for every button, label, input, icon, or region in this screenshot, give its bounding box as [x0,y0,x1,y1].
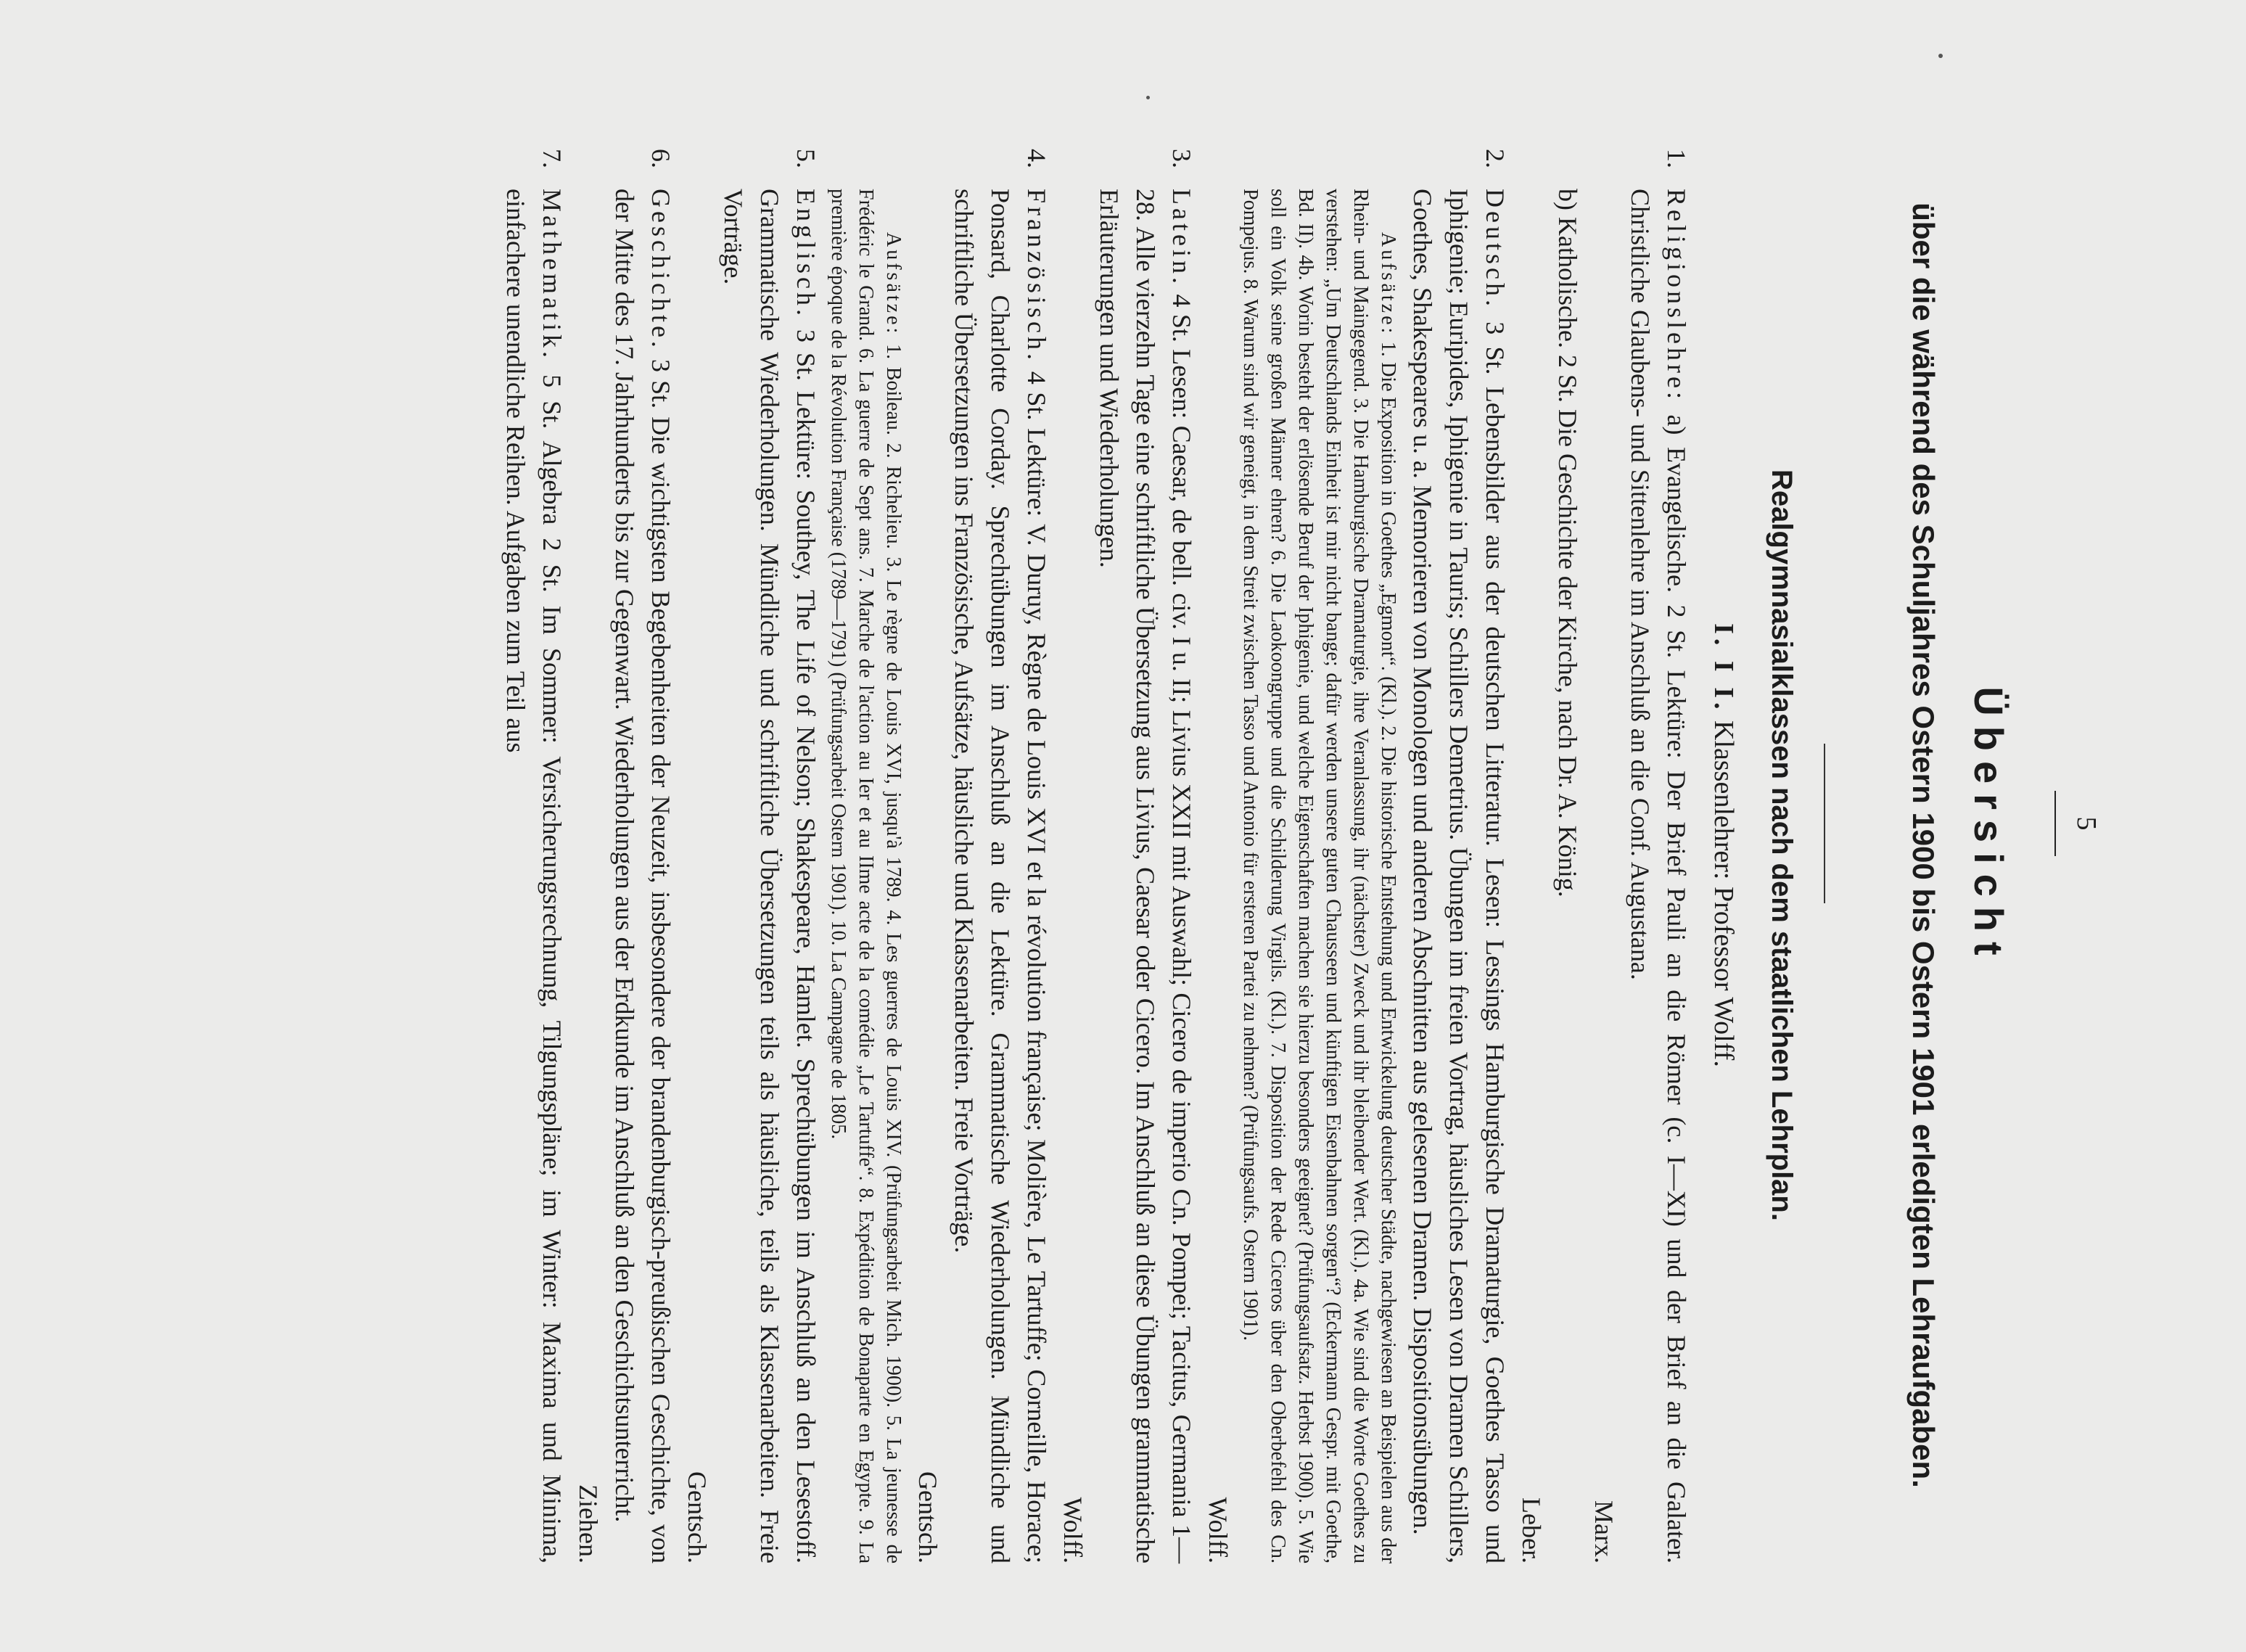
geschichte-text [606,189,679,1563]
curriculum-list [498,149,1695,1563]
teacher-signature: Wolff. [1204,1497,1233,1563]
item-number: 4. [1022,149,1051,168]
subject-name: Deutsch. [1481,189,1510,310]
franzoesisch-aufsaetze [824,189,907,1563]
item-number: 1. [1662,149,1691,168]
subject-name: Mathematik. [538,189,567,361]
teacher-signature: Gentsch. [683,1471,712,1563]
document-title: Übersicht [1966,686,2012,966]
item-deutsch [1200,149,1513,1563]
item-number: 5. [791,149,820,168]
page-number-rule [2054,791,2056,856]
item-number: 7. [538,149,567,168]
teacher-signature: Marx. [1589,1500,1618,1563]
subject-name: Englisch. [791,189,820,319]
teacher-signature: Gentsch. [913,1471,942,1563]
mathematik-body: 5 St. Algebra 2 St. Im Sommer: Versicherungsrechnung, Tilgungspläne; im Winter: Maxima und Minima, einfachere unendliche Reihen. Aufgaben zum Teil aus [501,189,567,1563]
document-subtitle: über die während des Schuljahres Ostern 1900 bis Ostern 1901 erledigten Lehraufgaben. [1906,202,1941,1488]
aufsaetze-text: 1. Boileau. 2. Richelieu. 3. Le règne de Louis XVI, jusqu'à 1789. 4. Les guerres de Louis XIV. (Prüfungsarbeit Mich. 1900). 5. La jeunesse de Frédéric le Grand. 6. La guerre de Sept ans. 7. Marche de l'action au Ier et au IIme acte de la comédie „Le Tartuffe“. 8. Expédition de Bonaparte en Egypte. 9. La première époque de la Révolution Française (1789—1791) (Prüfungsarbeit Ostern 1901). 10. La Campagne de 1805. [827,189,905,1563]
item-latein [1055,149,1200,1563]
item-franzoesisch [824,149,1055,1563]
page-number: 5 [2071,816,2102,831]
englisch-body: 3 St. Lektüre: Southey, The Life of Nelson; Shakespeare, Hamlet. Sprechübungen im Anschluß an den Lesestoff. Grammatische Wiederholungen. Mündliche und schriftliche Übersetzungen teils als häusliche, teils als Klassenarbeiten. Freie Vorträge. [719,189,820,1564]
latein-text [1091,189,1200,1563]
deutsch-body: 3 St. Lebensbilder aus der deutschen Litteratur. Lesen: Lessings Hamburgische Dramaturgie, Goethes Tasso und Iphigenie; Euripides, Iphigenie in Tauris; Schillers Demetrius. Übungen im freien Vortrag, häusliches Lesen von Dramen Schillers, Goethes, Shakespeares u. a. Memorieren von Monologen und anderen Abschnitten aus gelesenen Dramen. Dispositionsübungen. [1408,189,1510,1563]
latein-body: 4 St. Lesen: Caesar, de bell. civ. I u. II; Livius XXII mit Auswahl; Cicero de imperio Cn. Pompei; Tacitus, Germania 1—28. Alle vierzehn Tage eine schriftliche Übersetzung aus Livius, Caesar oder Cicero. Im Anschluß an diese Übungen grammatische Erläuterungen und Wiederholungen. [1095,189,1196,1564]
teacher-signature: Leber. [1517,1497,1546,1563]
class-line [1706,109,1742,1582]
subject-name: Geschichte. [646,189,675,351]
item-geschichte [570,149,679,1563]
item-number: 6. [646,149,675,168]
item-number: 2. [1481,149,1510,168]
item-number: 3. [1167,149,1196,168]
subject-name: Latein. [1167,189,1196,287]
item-mathematik [498,149,570,1563]
religion-evangelisch: a) Evangelische. 2 St. Lektüre: Der Brief Pauli an die Römer (c. I—XI) und der Brief an die Galater. Christliche Glaubens- und Sittenlehre im Anschluß an die Conf. Augustana. [1626,189,1691,1563]
title-divider [1824,744,1825,903]
subject-name: Französisch. [1022,189,1051,363]
aufsaetze-label: Aufsätze: [882,232,905,337]
subject-name: Religionslehre: [1662,189,1691,403]
teacher-signature: Ziehen. [574,1484,603,1563]
franzoesisch-body: 4 St. Lektüre: V. Duruy, Règne de Louis XVI et la révolution française; Molière, Le Tartuffe; Corneille, Horace; Ponsard, Charlotte Corday. Sprechübungen im Anschluß an die Lektüre. Grammatische Wiederholungen. Mündliche und schriftliche Übersetzungen ins Französische, Aufsätze, häusliche und Klassenarbeiten. Freie Vorträge. [950,189,1051,1564]
class-teacher: Klassenlehrer: Professor Wolff. [1708,720,1739,1067]
teacher-signature: Wolff. [1058,1497,1087,1563]
section-heading: Realgymnasialklassen nach dem staatlichen Lehrplan. [1766,469,1798,1221]
aufsaetze-label: Aufsätze: [1377,232,1399,337]
item-englisch [679,149,824,1563]
geschichte-body: 3 St. Die wichtigsten Begebenheiten der Neuzeit, insbesondere der brandenburgisch-preußischen Geschichte, von der Mitte des 17. Jahrhunderts bis zur Gegenwart. Wiederholungen aus der Erdkunde im Anschluß an den Geschichtsunterricht. [610,189,675,1564]
deutsch-text [1404,189,1513,1563]
aufsaetze-text: 1. Die Exposition in Goethes „Egmont“. (Kl.). 2. Die historische Entstehung und Entwickelung deutscher Städte, nachgewiesen an Beispielen aus der Rhein- und Maingegend. 3. Die Hamburgische Dramaturgie, ihre Veranlassung, ihr (nächster) Zweck und ihr bleibender Wert. (Kl.). 4a. Wie sind die Worte Goethes zu verstehen: „Um Deutschlands Einheit ist mir nicht bange; dafür werden unsere guten Chausseen und künftigen Eisenbahnen sorgen“? (Eckermann Gespr. mit Goethe, Bd. II). 4b. Worin besteht der erlösende Beruf der Iphigenie, und welche Eigenschaften machen sie hierzu besonders geeignet? (Prüfungsaufsatz. Herbst 1900). 5. Wie soll ein Volk seine großen Männer ehren? 6. Die Laokoongruppe und die Schilderung Virgils. (Kl.). 7. Disposition der Rede Ciceros über den Oberbefehl des Cn. Pompejus. 8. Warum sind wir geneigt, in dem Streit zwischen Tasso und Antonio für ersteren Partei zu nehmen? (Prüfungsaufs. Ostern 1901). [1239,189,1399,1563]
religion-text-a [1622,189,1695,1563]
item-religion [1513,149,1695,1563]
mathematik-text [498,189,570,1563]
deutsch-aufsaetze [1236,189,1402,1563]
franzoesisch-text [946,189,1055,1563]
class-label: I. I I. [1708,623,1739,714]
englisch-text [715,189,824,1563]
religion-katholisch: b) Katholische. 2 St. Die Geschichte der Kirche, nach Dr. A. König. [1553,189,1582,897]
